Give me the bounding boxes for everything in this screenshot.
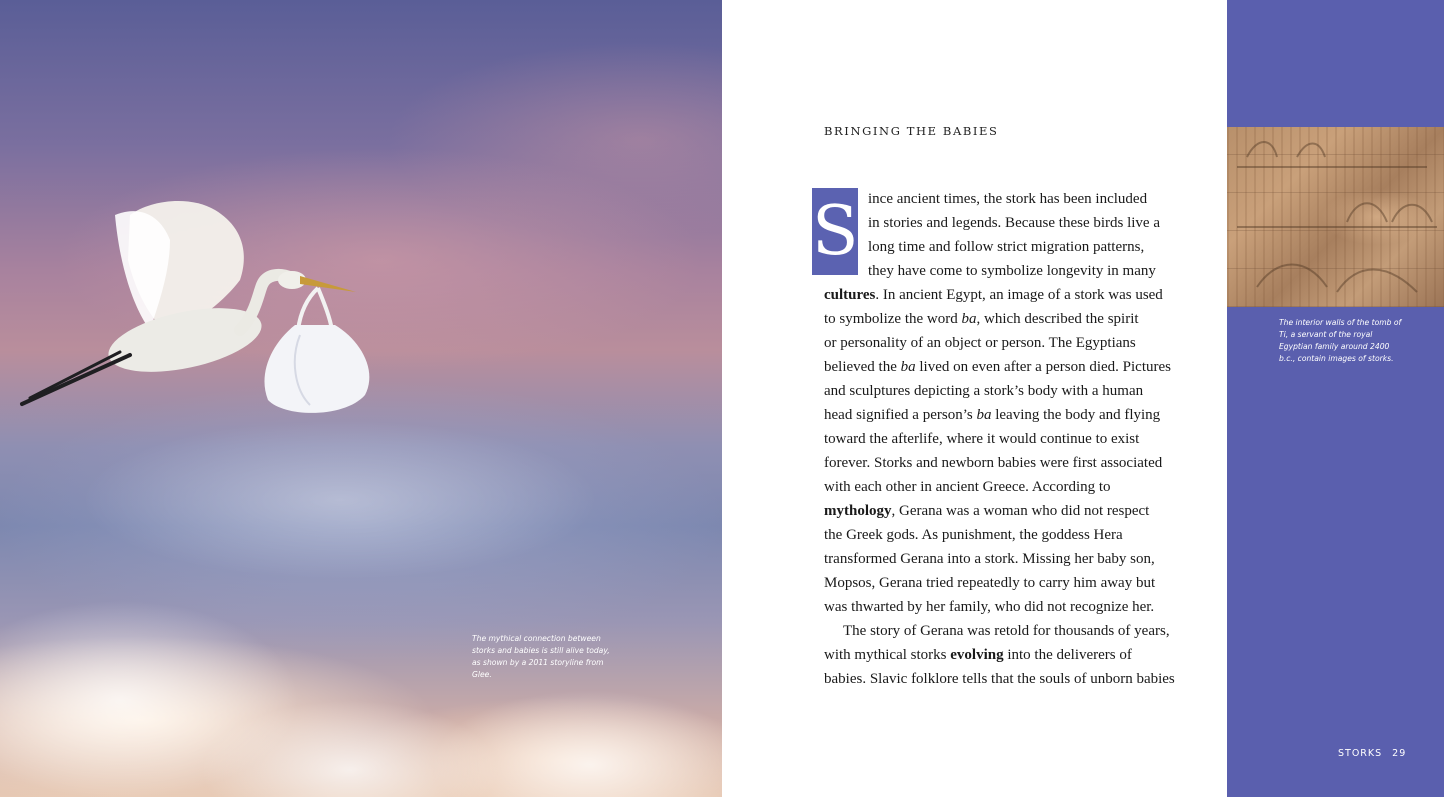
body-line <box>824 235 1186 259</box>
text-segment: head signified a person’s <box>824 407 977 423</box>
text-segment: they have come to symbolize longevity in many <box>868 263 1156 279</box>
body-line <box>824 571 1186 595</box>
body-line <box>824 643 1186 667</box>
body-line <box>824 619 1186 643</box>
glossary-term: mythology <box>824 503 892 519</box>
sidebar-panel <box>1227 0 1444 797</box>
body-line <box>824 451 1186 475</box>
relief-carving-icon <box>1227 127 1444 307</box>
text-segment: toward the afterlife, where it would continue to exist <box>824 431 1140 447</box>
text-segment: or personality of an object or person. The Egyptians <box>824 335 1136 351</box>
text-segment: with each other in ancient Greece. According to <box>824 479 1111 495</box>
text-segment: lived on even after a person died. Pictures <box>915 359 1171 375</box>
body-line <box>824 283 1186 307</box>
text-segment: leaving the body and flying <box>991 407 1161 423</box>
text-segment: ince ancient times, the stork has been included <box>868 191 1148 207</box>
page-folio <box>1338 748 1406 759</box>
text-segment: , which described the spirit <box>976 311 1139 327</box>
body-line <box>824 427 1186 451</box>
body-line <box>824 187 1186 211</box>
text-segment: transformed Gerana into a stork. Missing her baby son, <box>824 551 1155 567</box>
drop-cap: S <box>812 188 858 275</box>
body-line <box>824 307 1186 331</box>
body-line <box>824 331 1186 355</box>
text-segment: , Gerana was a woman who did not respect <box>891 503 1150 519</box>
body-line <box>824 259 1186 283</box>
article-body <box>824 187 1186 691</box>
body-line <box>824 211 1186 235</box>
text-segment: the Greek gods. As punishment, the goddess Hera <box>824 527 1123 543</box>
text-segment: ba <box>900 359 916 375</box>
body-line <box>824 667 1186 691</box>
text-segment: in stories and legends. Because these birds live a <box>868 215 1161 231</box>
glossary-term: cultures <box>824 287 876 303</box>
body-line <box>824 475 1186 499</box>
egyptian-relief-image <box>1227 127 1444 307</box>
text-segment: The story of Gerana was retold for thousands of years, <box>843 623 1170 639</box>
text-segment: Mopsos, Gerana tried repeatedly to carry him away but <box>824 575 1156 591</box>
text-segment: with mythical storks <box>824 647 951 663</box>
text-segment: forever. Storks and newborn babies were first associated <box>824 455 1163 471</box>
text-segment: . In ancient Egypt, an image of a stork was used <box>875 287 1163 303</box>
text-segment: long time and follow strict migration patterns, <box>868 239 1145 255</box>
text-segment: ba <box>976 407 992 423</box>
text-segment: to symbolize the word <box>824 311 962 327</box>
photo-caption: The mythical connection between storks and babies is still alive today, as shown by a 2011 storyline from Glee. <box>472 634 610 679</box>
body-line <box>824 403 1186 427</box>
folio-label: STORKS <box>1338 748 1383 759</box>
body-line <box>824 595 1186 619</box>
text-segment: and sculptures depicting a stork’s body with a human <box>824 383 1144 399</box>
body-line <box>824 379 1186 403</box>
body-line <box>824 355 1186 379</box>
text-segment: babies. Slavic folklore tells that the souls of unborn babies <box>824 671 1175 687</box>
body-line <box>824 523 1186 547</box>
glossary-term: evolving <box>950 647 1004 663</box>
section-heading: BRINGING THE BABIES <box>824 124 999 138</box>
text-segment: ba <box>961 311 977 327</box>
body-line <box>824 547 1186 571</box>
text-segment: was thwarted by her family, who did not recognize her. <box>824 599 1155 615</box>
text-segment: into the deliverers of <box>1003 647 1132 663</box>
text-segment: believed the <box>824 359 901 375</box>
sidebar-caption: The interior walls of the tomb of Ti, a servant of the royal Egyptian family around 2400 b.c., contain images of storks. <box>1279 318 1402 363</box>
page-number: 29 <box>1392 748 1407 759</box>
body-line <box>824 499 1186 523</box>
